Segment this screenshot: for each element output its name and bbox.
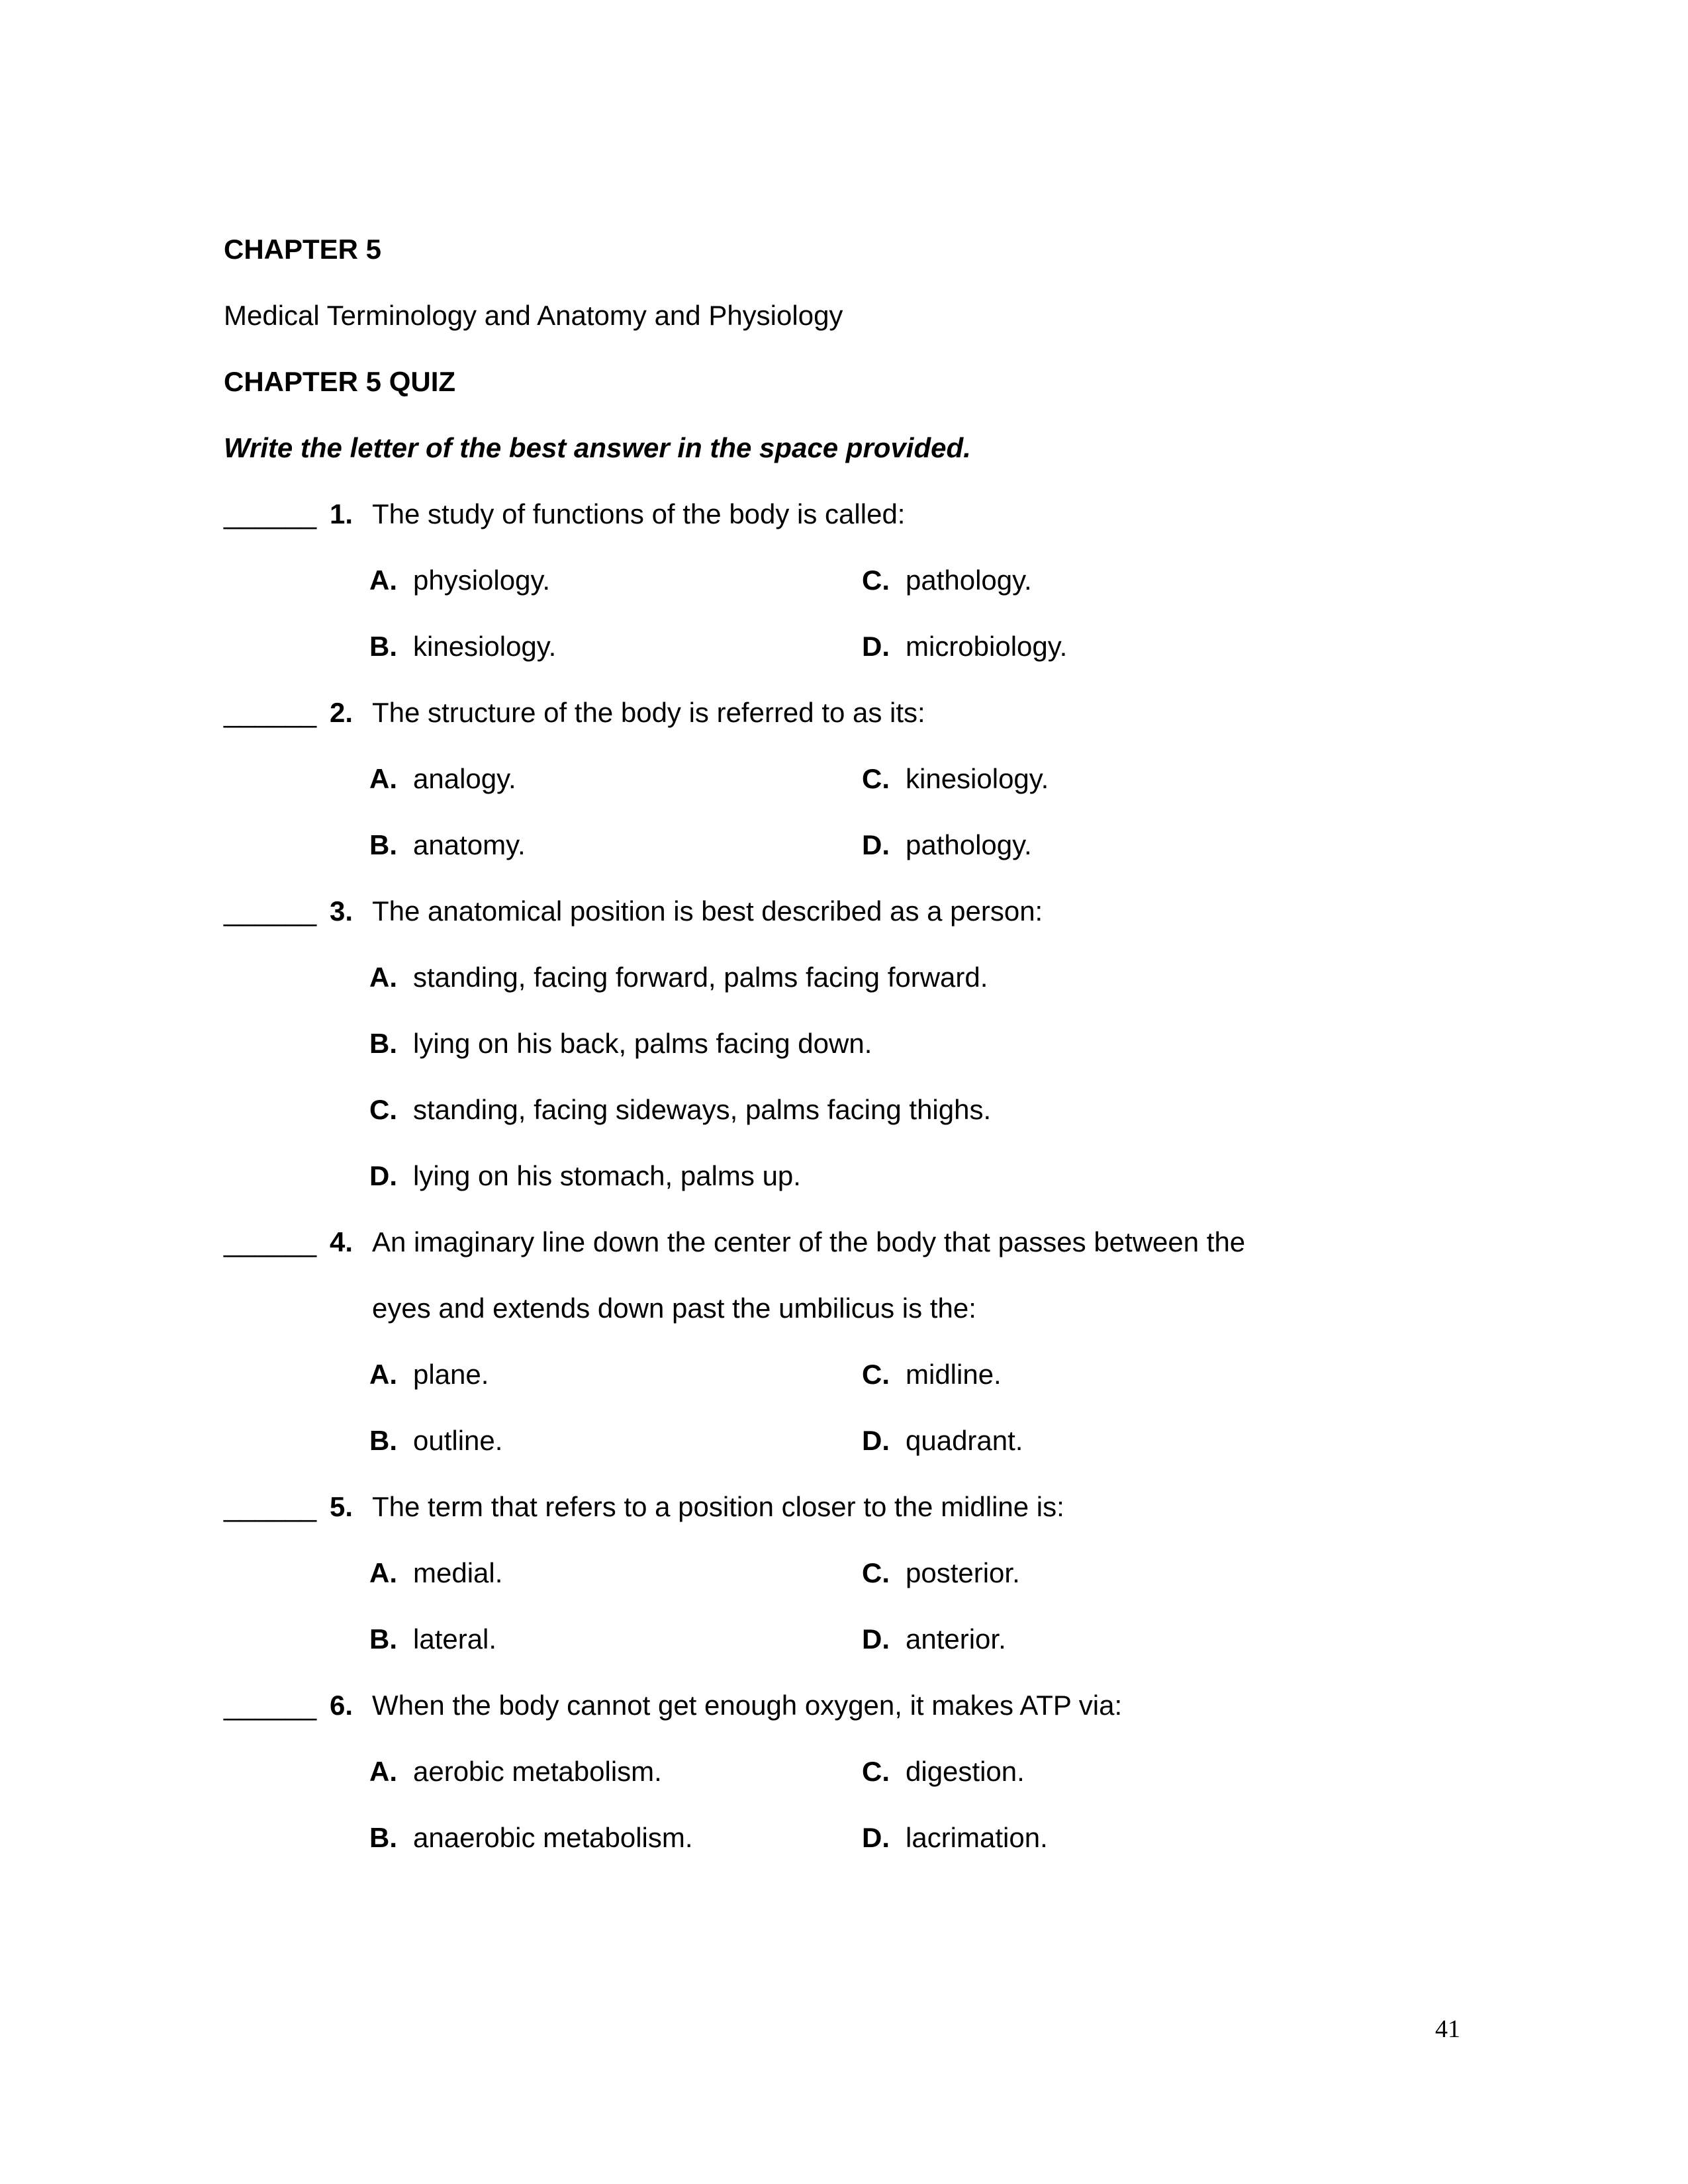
question-text: The study of functions of the body is called: [372, 498, 906, 529]
question-number: 5. [330, 1491, 353, 1522]
answer-blank[interactable]: ______ [224, 697, 317, 728]
option-letter: B. [369, 829, 397, 860]
option-text: kinesiology. [906, 763, 1049, 794]
option-letter: A. [369, 1557, 397, 1588]
option-letter: C. [862, 1557, 890, 1588]
option-text: digestion. [906, 1756, 1025, 1787]
option-text: physiology. [413, 565, 551, 596]
option-letter: B. [369, 1425, 397, 1456]
option-a [369, 762, 516, 796]
option-text: standing, facing forward, palms facing forward. [413, 962, 988, 993]
chapter-heading: CHAPTER 5 [224, 234, 382, 265]
answer-blank[interactable]: ______ [224, 1690, 317, 1721]
option-text: aerobic metabolism. [413, 1756, 662, 1787]
answer-blank[interactable]: ______ [224, 1491, 317, 1522]
answer-blank[interactable]: ______ [224, 895, 317, 927]
answer-blank[interactable]: ______ [224, 1226, 317, 1257]
question-text: The term that refers to a position closer to the midline is: [372, 1491, 1064, 1522]
option-b [369, 829, 526, 862]
option-letter: C. [862, 763, 890, 794]
question-text: When the body cannot get enough oxygen, it makes ATP via: [372, 1690, 1123, 1721]
option-text: lying on his stomach, palms up. [413, 1160, 801, 1191]
option-b [369, 1424, 502, 1457]
option-a [369, 1755, 662, 1788]
option-a [369, 961, 988, 994]
option-letter: A. [369, 1359, 397, 1390]
quiz-instructions: Write the letter of the best answer in the space provided. [224, 432, 971, 463]
option-b [369, 1027, 872, 1060]
question-text: An imaginary line down the center of the body that passes between the [372, 1226, 1246, 1257]
quiz-title: CHAPTER 5 QUIZ [224, 366, 456, 397]
option-text: outline. [413, 1425, 503, 1456]
question-number: 2. [330, 697, 353, 728]
question-text: The anatomical position is best described as a person: [372, 895, 1043, 927]
option-text: medial. [413, 1557, 503, 1588]
option-c [862, 1557, 1020, 1590]
option-text: kinesiology. [413, 631, 557, 662]
option-letter: A. [369, 565, 397, 596]
option-text: lacrimation. [906, 1822, 1048, 1853]
option-text: pathology. [906, 565, 1032, 596]
question-number: 6. [330, 1690, 353, 1721]
option-b [369, 630, 556, 663]
option-d [862, 1623, 1006, 1656]
option-text: anaerobic metabolism. [413, 1822, 693, 1853]
option-d [862, 1424, 1023, 1457]
option-c [862, 1755, 1025, 1788]
option-text: analogy. [413, 763, 516, 794]
question-text-continued: eyes and extends down past the umbilicus is the: [372, 1293, 976, 1324]
option-b [369, 1821, 693, 1854]
option-d [862, 1821, 1048, 1854]
option-text: anatomy. [413, 829, 526, 860]
question-number: 1. [330, 498, 353, 529]
option-letter: A. [369, 763, 397, 794]
option-letter: D. [862, 1822, 890, 1853]
option-c [862, 762, 1049, 796]
option-letter: D. [369, 1160, 397, 1191]
option-letter: A. [369, 962, 397, 993]
option-letter: B. [369, 1623, 397, 1655]
option-letter: D. [862, 1623, 890, 1655]
option-letter: D. [862, 631, 890, 662]
option-letter: D. [862, 829, 890, 860]
option-a [369, 1557, 502, 1590]
question-number: 4. [330, 1226, 353, 1257]
option-letter: C. [862, 565, 890, 596]
option-a [369, 1358, 489, 1391]
option-letter: A. [369, 1756, 397, 1787]
option-text: quadrant. [906, 1425, 1023, 1456]
option-d [862, 630, 1067, 663]
option-d [369, 1160, 801, 1193]
question-number: 3. [330, 895, 353, 927]
option-letter: B. [369, 631, 397, 662]
option-text: microbiology. [906, 631, 1068, 662]
option-c [369, 1093, 991, 1126]
chapter-subtitle: Medical Terminology and Anatomy and Physiology [224, 300, 843, 331]
option-a [369, 564, 550, 597]
option-letter: B. [369, 1028, 397, 1059]
option-text: lateral. [413, 1623, 497, 1655]
option-text: lying on his back, palms facing down. [413, 1028, 872, 1059]
option-letter: D. [862, 1425, 890, 1456]
question-text: The structure of the body is referred to as its: [372, 697, 925, 728]
option-text: standing, facing sideways, palms facing thighs. [413, 1094, 992, 1125]
option-letter: C. [862, 1359, 890, 1390]
option-text: midline. [906, 1359, 1002, 1390]
option-letter: C. [862, 1756, 890, 1787]
option-letter: C. [369, 1094, 397, 1125]
option-text: pathology. [906, 829, 1032, 860]
answer-blank[interactable]: ______ [224, 498, 317, 529]
option-text: anterior. [906, 1623, 1006, 1655]
option-letter: B. [369, 1822, 397, 1853]
option-d [862, 829, 1032, 862]
option-c [862, 1358, 1002, 1391]
option-c [862, 564, 1032, 597]
page-number: 41 [1435, 2015, 1460, 2043]
option-b [369, 1623, 496, 1656]
option-text: posterior. [906, 1557, 1020, 1588]
option-text: plane. [413, 1359, 489, 1390]
